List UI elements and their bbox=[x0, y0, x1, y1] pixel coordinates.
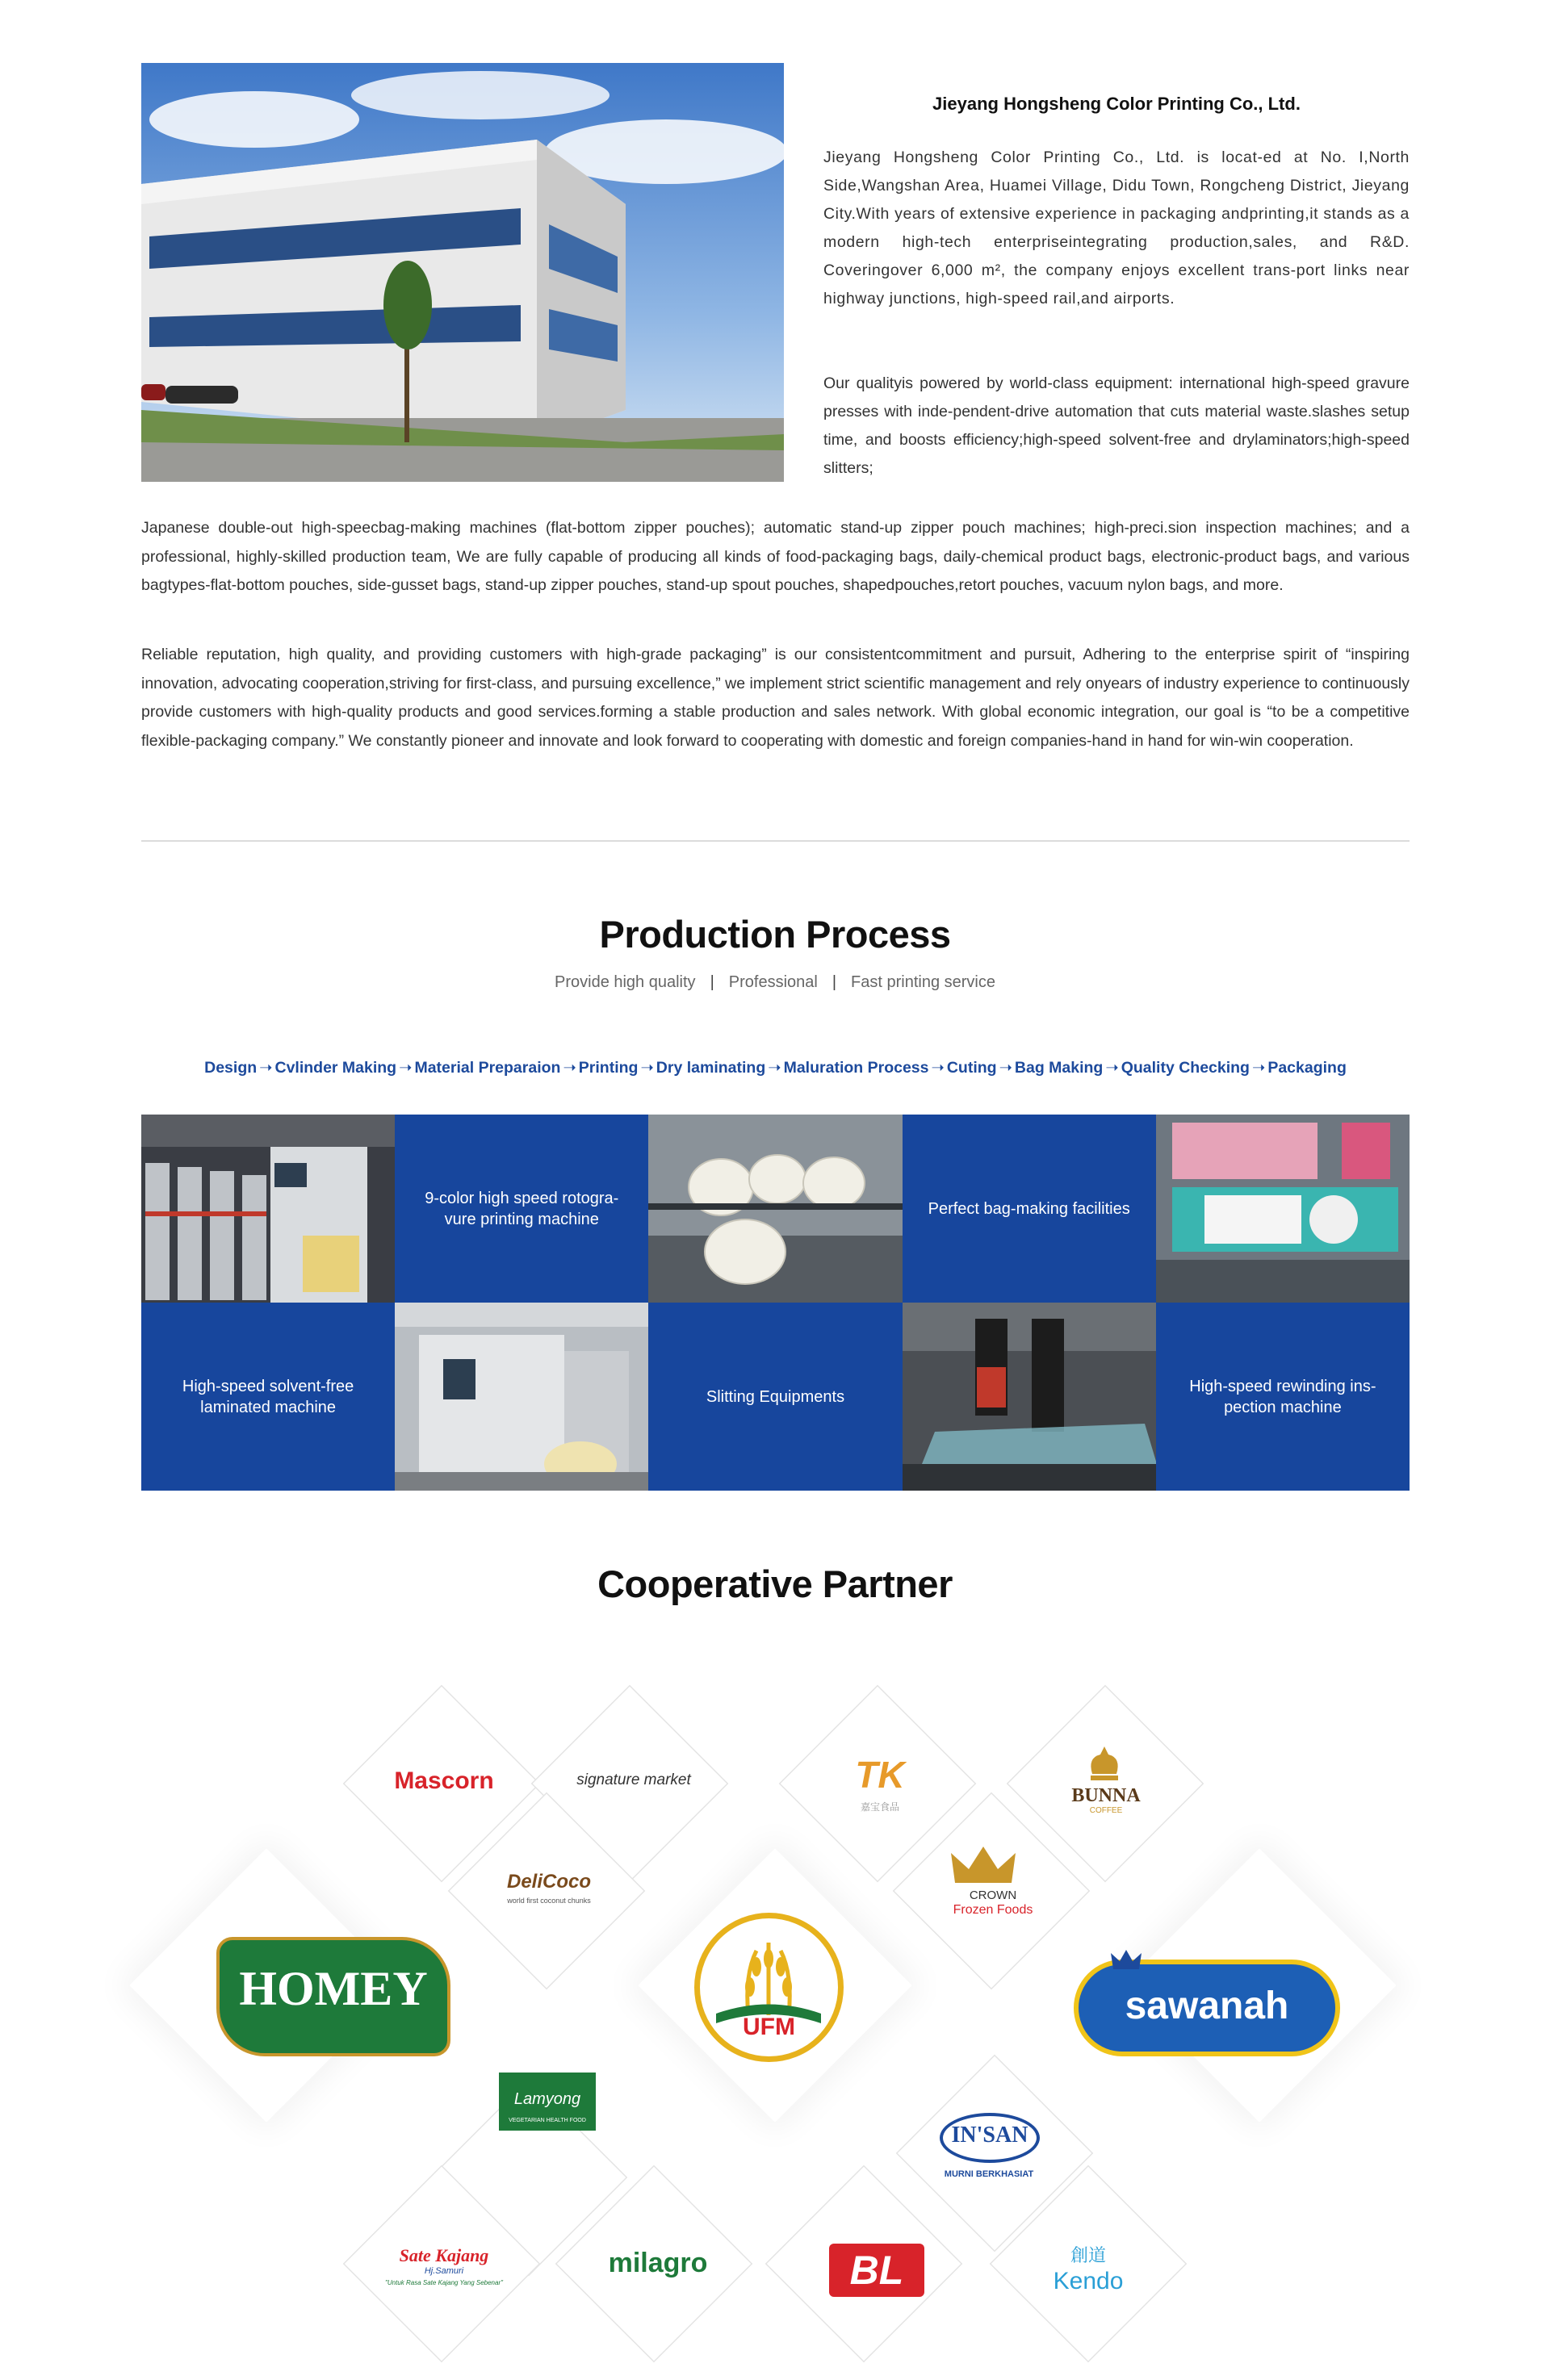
lamyong-logo-subtitle: VEGETARIAN HEALTH FOOD bbox=[509, 2118, 586, 2123]
process-flow bbox=[141, 1058, 1410, 1077]
laminating-machine-photo bbox=[395, 1303, 648, 1491]
equipment-card-label: Slitting Equipments bbox=[706, 1387, 845, 1406]
kendo-logo: Kendo bbox=[1053, 2268, 1124, 2294]
sate-kajang-logo: Sate Kajang bbox=[399, 2245, 489, 2265]
insan-logo-subtitle: MURNI BERKHASIAT bbox=[944, 2169, 1034, 2179]
crown-icon bbox=[951, 1847, 1016, 1887]
equipment-card-label: Perfect bag-making facilities bbox=[928, 1199, 1130, 1218]
ufm-logo: UFM bbox=[743, 2014, 795, 2040]
flow-step: Printing bbox=[578, 1059, 639, 1077]
subtitle-separator: | bbox=[832, 973, 837, 991]
sawanah-crown-icon bbox=[1111, 1950, 1142, 1971]
flow-step: Material Preparaion bbox=[414, 1059, 561, 1077]
equipment-card-label: High-speed solvent-free laminated machine bbox=[182, 1377, 354, 1416]
arrow-right-icon: ➝ bbox=[999, 1059, 1012, 1077]
insan-logo: IN'SAN bbox=[951, 2123, 1028, 2148]
printing-machine-photo bbox=[141, 1115, 395, 1303]
arrow-right-icon: ➝ bbox=[768, 1059, 781, 1077]
cooperative-partner-title: Cooperative Partner bbox=[597, 1562, 953, 1605]
subtitle-item: Fast printing service bbox=[851, 973, 995, 991]
arrow-right-icon: ➝ bbox=[259, 1059, 273, 1077]
bag-making-machine-photo bbox=[903, 1303, 1156, 1491]
bl-logo: BL bbox=[849, 2248, 904, 2293]
printed-film-photo bbox=[1156, 1115, 1410, 1303]
production-subtitle bbox=[0, 973, 1550, 992]
delicoco-logo-subtitle: world first coconut chunks bbox=[507, 1897, 591, 1905]
subtitle-item: Professional bbox=[728, 973, 818, 991]
crown-logo-subtitle: Frozen Foods bbox=[953, 1903, 1033, 1917]
equipment-card bbox=[141, 1303, 395, 1491]
partner-logo-wall bbox=[0, 1646, 1550, 2308]
arrow-right-icon: ➝ bbox=[640, 1059, 654, 1077]
equipment-grid bbox=[141, 1115, 1410, 1491]
crown-logo: CROWN bbox=[969, 1889, 1017, 1902]
mascorn-logo: Mascorn bbox=[394, 1767, 494, 1794]
flow-step: Dry laminating bbox=[656, 1059, 766, 1077]
equipment-card bbox=[903, 1115, 1156, 1303]
equipment-card bbox=[395, 1115, 648, 1303]
flow-step: Cuting bbox=[946, 1059, 997, 1077]
company-title: Jieyang Hongsheng Color Printing Co., Ltd. bbox=[932, 94, 1301, 114]
flow-step: Design bbox=[204, 1059, 258, 1077]
tk-logo-subtitle: 嘉宝食品 bbox=[860, 1801, 899, 1813]
intro-paragraph-2: Our qualityis powered by world-class equipment: international high-speed gravure presses with inde-pendent-drive automation that cuts material waste.slashes setup time, and boosts efficiency;high-speed solvent-free and drylaminators;high-speed slitters; bbox=[823, 374, 1410, 477]
arrow-right-icon: ➝ bbox=[399, 1059, 413, 1077]
subtitle-item: Provide high quality bbox=[555, 973, 696, 991]
equipment-card-label: 9-color high speed rotogra-vure printing machine bbox=[425, 1189, 619, 1228]
signature-market-logo: signature market bbox=[576, 1771, 691, 1788]
tk-logo: TK bbox=[855, 1754, 905, 1796]
equipment-paragraph: Japanese double-out high-speecbag-making machines (flat-bottom zipper pouches); automatic stand-up zipper pouch machines; high-preci.sion inspection machines; and a professional, highly-skilled production team, We are fully capable of producing all kinds of food-packaging bags, daily-chemical product bags, electronic-product bags, and various bagtypes-flat-bottom pouches, side-gusset bags, stand-up zipper pouches, stand-up spout pouches, shapedpouches,retort pouches, vacuum nylon bags, and more. bbox=[141, 519, 1410, 594]
equipment-card bbox=[648, 1303, 902, 1491]
sawanah-logo: sawanah bbox=[1125, 1985, 1289, 2027]
production-process-title: Production Process bbox=[599, 913, 951, 956]
flow-step: Maluration Process bbox=[783, 1059, 929, 1077]
sate-kajang-tagline: "Untuk Rasa Sate Kajang Yang Sebenar" bbox=[385, 2279, 503, 2286]
arrow-right-icon: ➝ bbox=[931, 1059, 945, 1077]
intro-paragraph-1: Jieyang Hongsheng Color Printing Co., Ltd. is locat-ed at No. I,North Side,Wangshan Area, Huamei Village, Didu Town, Rongcheng District, Jieyang City.With years of extensive experience in packaging andprinting,it stands as a modern high-tech enterpriseintegrating production,sales, and R&D. Coveringover 6,000 m², the company enjoys excellent trans-port links near highway junctions, high-speed rail,and airports. bbox=[823, 148, 1410, 307]
mission-paragraph: Reliable reputation, high quality, and providing customers with high-grade packaging” is our consistentcommitment and pursuit, Adhering to the enterprise spirit of “inspiring innovation, advocating cooperation,striving for first-class, and pursuing excellence,” we implement strict scientific management and rely onyears of industry experience to continuously provide customers with high-quality products and good services.forming a stable production and sales network. With global economic integration, our goal is “to be a competitive flexible-packaging company.” We constantly pioneer and innovate and look forward to cooperating with domestic and foreign companies-hand in hand for win-win cooperation. bbox=[141, 646, 1410, 750]
kendo-logo-chinese: 創道 bbox=[1070, 2245, 1106, 2265]
sate-kajang-logo-subtitle: Hj.Samuri bbox=[424, 2266, 464, 2276]
arrow-right-icon: ➝ bbox=[1251, 1059, 1266, 1077]
flow-step: Bag Making bbox=[1014, 1059, 1104, 1077]
equipment-card-label: High-speed rewinding ins-pection machine bbox=[1189, 1377, 1376, 1416]
equipment-card bbox=[1156, 1303, 1410, 1491]
bunna-pot-icon bbox=[1084, 1745, 1125, 1784]
flow-step: Quality Checking bbox=[1121, 1059, 1250, 1077]
arrow-right-icon: ➝ bbox=[1105, 1059, 1119, 1077]
flow-step: Cvlinder Making bbox=[274, 1059, 397, 1077]
arrow-right-icon: ➝ bbox=[563, 1059, 576, 1077]
section-divider bbox=[141, 840, 1410, 842]
milagro-logo: milagro bbox=[608, 2248, 708, 2278]
homey-logo: HOMEY bbox=[239, 1962, 428, 2015]
lamyong-logo: Lamyong bbox=[513, 2090, 581, 2108]
subtitle-separator: | bbox=[710, 973, 714, 991]
bunna-logo: BUNNA bbox=[1071, 1785, 1141, 1806]
slitting-rolls-photo bbox=[648, 1115, 902, 1303]
factory-building-photo bbox=[141, 63, 784, 482]
flow-step: Packaging bbox=[1267, 1059, 1347, 1077]
bunna-logo-subtitle: COFFEE bbox=[1089, 1806, 1123, 1815]
delicoco-logo: DeliCoco bbox=[506, 1871, 591, 1893]
